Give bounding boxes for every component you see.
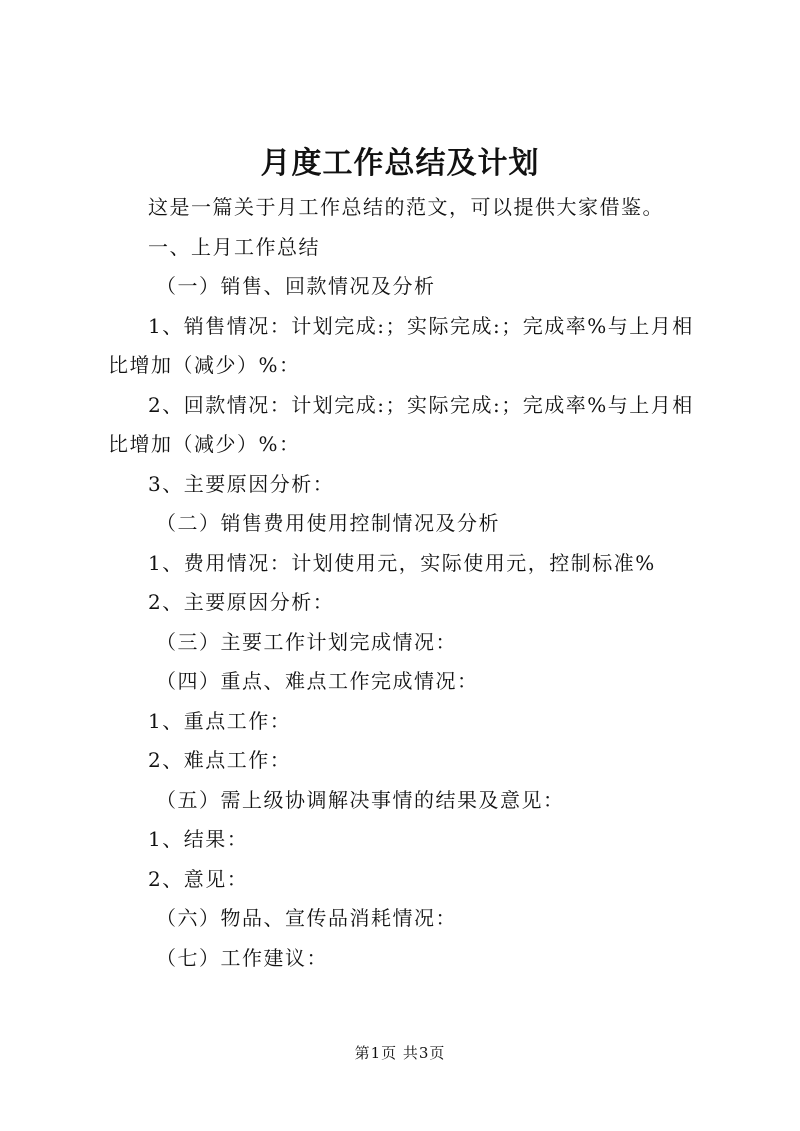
subsection-heading: （五）需上级协调解决事情的结果及意见： bbox=[156, 787, 565, 812]
list-item: 3、主要原因分析： bbox=[148, 471, 335, 496]
list-item: 2、主要原因分析： bbox=[148, 590, 335, 614]
subsection-heading: （四）重点、难点工作完成情况： bbox=[156, 669, 479, 693]
section-heading: 一、上月工作总结 bbox=[148, 234, 320, 259]
list-item: 1、销售情况：计划完成:；实际完成:；完成率%与上月相比增加（减少）%： bbox=[108, 313, 694, 377]
list-item: 2、回款情况：计划完成:；实际完成:；完成率%与上月相比增加（减少）%： bbox=[108, 392, 694, 456]
subsection-heading: （三）主要工作计划完成情况： bbox=[156, 629, 457, 654]
list-item: 2、难点工作： bbox=[148, 748, 292, 772]
intro-paragraph: 这是一篇关于月工作总结的范文，可以提供大家借鉴。 bbox=[148, 195, 664, 219]
subsection-heading: （七）工作建议： bbox=[156, 945, 328, 970]
subsection-heading: （一）销售、回款情况及分析 bbox=[156, 274, 436, 298]
subsection-heading: （二）销售费用使用控制情况及分析 bbox=[156, 511, 500, 535]
subsection-heading: （六）物品、宣传品消耗情况： bbox=[156, 906, 457, 930]
list-item: 1、费用情况：计划使用元，实际使用元，控制标准% bbox=[148, 550, 656, 575]
list-item: 1、结果： bbox=[148, 827, 249, 851]
list-item: 1、重点工作： bbox=[148, 708, 292, 733]
page-footer: 第1页 共3页 bbox=[354, 1044, 446, 1062]
list-item: 2、意见： bbox=[148, 866, 249, 891]
page-title: 月度工作总结及计划 bbox=[260, 146, 540, 181]
document-body bbox=[108, 188, 708, 978]
